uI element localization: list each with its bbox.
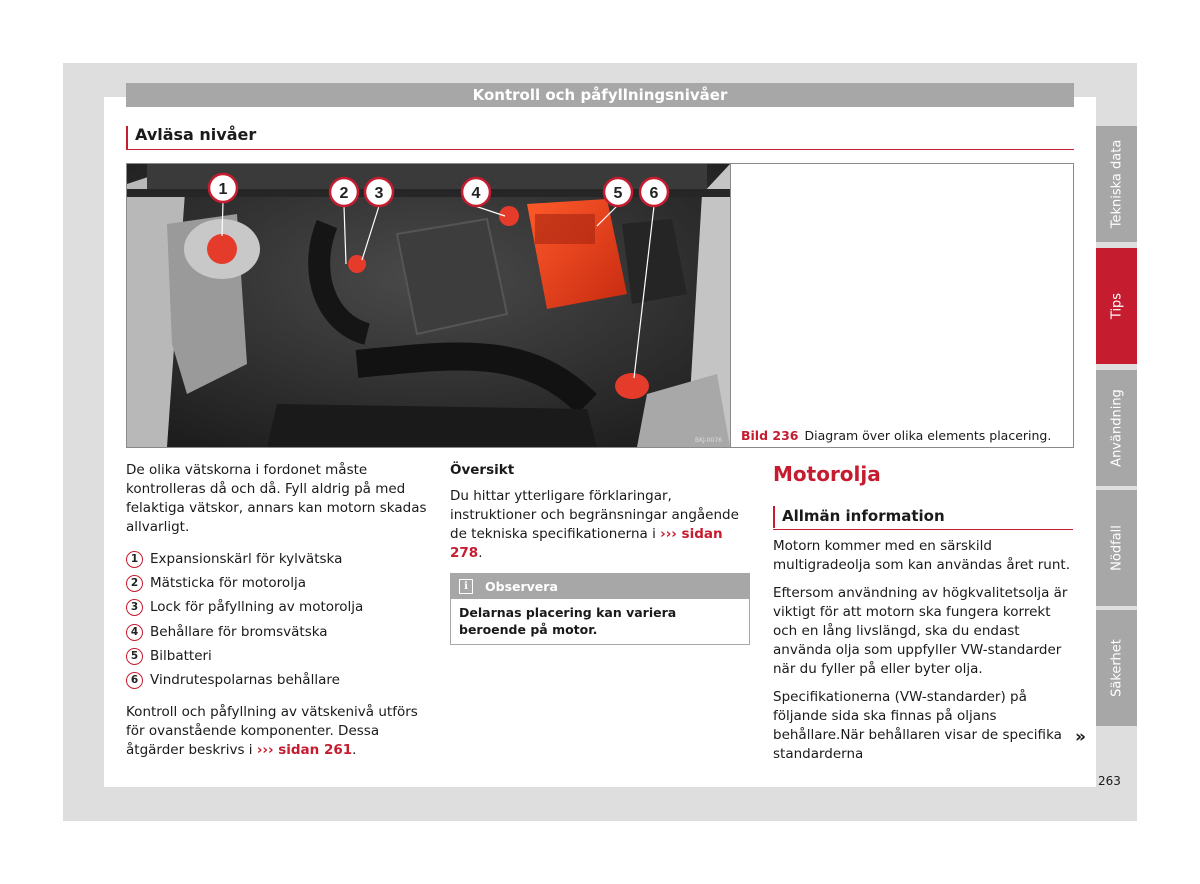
note-box [450, 573, 750, 645]
overview-heading: Översikt [450, 462, 515, 478]
overview-end: . [478, 545, 483, 561]
svg-text:2: 2 [339, 185, 349, 202]
figure-caption-text: Diagram över olika elements placering. [804, 428, 1052, 443]
closing-paragraph [126, 703, 431, 760]
figure-marker-2 [330, 178, 358, 206]
note-title: Observera [485, 579, 558, 594]
legend-text: Mätsticka för motorolja [150, 574, 306, 591]
svg-text:5: 5 [613, 185, 623, 202]
page-ref-261[interactable]: ››› sidan 261 [256, 741, 353, 758]
side-tab-tips[interactable] [1096, 248, 1137, 364]
intro-paragraph: De olika vätskorna i fordonet måste kontrolleras då och då. Fyll aldrig på med felaktiga vätskor, annars kan motorn skadas allvarligt. [126, 462, 427, 535]
side-tab-label: Nödfall [1109, 525, 1124, 571]
column-3 [773, 461, 1073, 773]
oil-paragraph-1: Motorn kommer med en särskild multigradeolja som kan användas året runt. [773, 538, 1071, 573]
figure-marker-3 [365, 178, 393, 206]
oil-paragraph-3: Specifikationerna (VW-standarder) på följande sida ska finnas på oljans behållare.När behållaren visar de specifika standarderna [773, 689, 1062, 762]
engine-bay-figure [126, 163, 731, 448]
svg-text:3: 3 [374, 185, 384, 202]
column-2 [450, 461, 753, 645]
legend-text: Behållare för bromsvätska [150, 623, 328, 640]
side-tab-tekniska-data[interactable] [1096, 126, 1137, 242]
side-tab-label: Tips [1109, 292, 1124, 320]
side-tab-label: Användning [1109, 389, 1124, 467]
legend-text: Vindrutespolarnas behållare [150, 672, 340, 689]
side-tab-anvandning[interactable] [1096, 370, 1137, 486]
page-number: 263 [1098, 774, 1121, 788]
engine-bay-illustration [127, 164, 730, 447]
figure-marker-4 [462, 178, 490, 206]
svg-text:4: 4 [471, 185, 481, 202]
overview-paragraph [450, 487, 753, 563]
legend-item [126, 596, 431, 620]
motor-oil-title: Motorolja [773, 462, 881, 486]
figure-marker-1 [209, 174, 237, 202]
info-icon: i [459, 579, 473, 594]
continue-arrow-icon: » [1075, 727, 1086, 747]
overview-text: Du hittar ytterligare förklaringar, instruktioner och begränsningar angående de tekniska specifikationerna i [450, 488, 739, 542]
side-tab-label: Säkerhet [1109, 639, 1124, 697]
general-info-heading: Allmän information [773, 504, 1073, 528]
oil-paragraph-2: Eftersom användning av högkvalitetsolja är viktigt för att motorn ska fungera korrekt och en lång livslängd, ska du endast använda olja som uppfyller VW-standarder när du fyller på eller byter olja. [773, 585, 1068, 677]
note-header [451, 574, 749, 599]
svg-text:6: 6 [649, 185, 659, 202]
legend-item [126, 668, 431, 692]
figure-caption-box [731, 163, 1074, 448]
legend-item [126, 571, 431, 595]
figure-number: Bild 236 [741, 428, 799, 443]
legend-text: Lock för påfyllning av motorolja [150, 599, 364, 616]
legend-number: 6 [126, 672, 143, 689]
legend-number: 1 [126, 551, 143, 568]
legend-number: 2 [126, 575, 143, 592]
figure-caption [741, 428, 1051, 443]
svg-text:1: 1 [218, 181, 228, 198]
section-marker [126, 126, 128, 150]
legend-text: Expansionskärl för kylvätska [150, 550, 343, 567]
legend-number: 3 [126, 599, 143, 616]
closing-end: . [352, 741, 357, 758]
side-tab-label: Tekniska data [1109, 139, 1124, 229]
legend-number: 5 [126, 648, 143, 665]
legend-item [126, 547, 431, 571]
section-title: Avläsa nivåer [135, 125, 257, 144]
legend-item [126, 620, 431, 644]
figure-marker-5 [604, 178, 632, 206]
figure-code: BKJ-0076 [694, 437, 722, 444]
legend-item [126, 644, 431, 668]
legend-text: Bilbatteri [150, 647, 212, 664]
side-tab-nodfall[interactable] [1096, 490, 1137, 606]
column-1 [126, 461, 431, 770]
component-legend [126, 547, 431, 693]
closing-text: Kontroll och påfyllning av vätskenivå utförs för ovanstående komponenter. Dessa åtgärder beskrivs i [126, 703, 418, 758]
side-tab-sakerhet[interactable] [1096, 610, 1137, 726]
section-rule [126, 149, 1074, 150]
legend-number: 4 [126, 624, 143, 641]
figure-marker-6 [640, 178, 668, 206]
chapter-header: Kontroll och påfyllningsnivåer [126, 83, 1074, 107]
page-ref-278[interactable]: ››› sidan 278 [450, 526, 723, 561]
note-body: Delarnas placering kan variera beroende på motor. [459, 605, 677, 637]
